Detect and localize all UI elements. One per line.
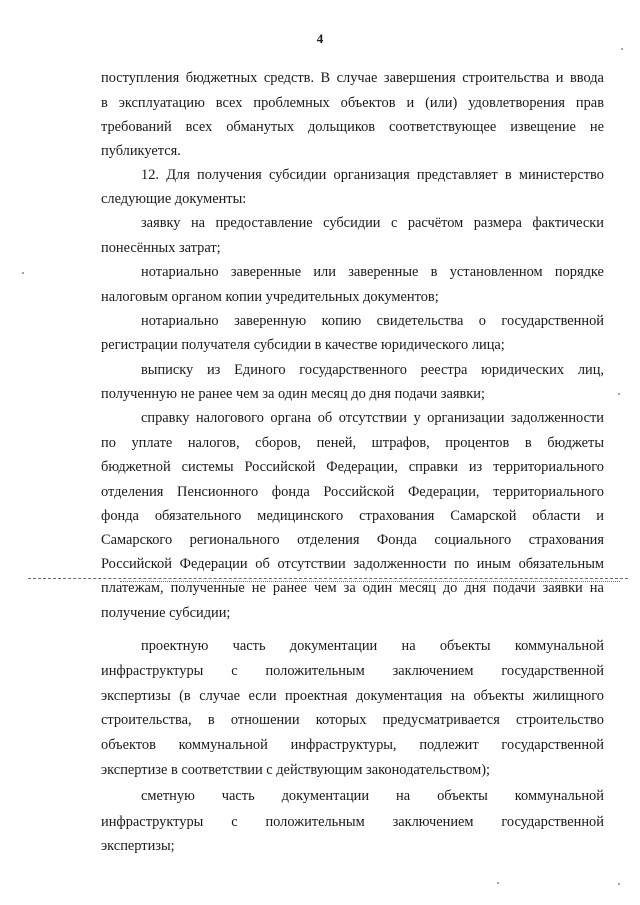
text-line: бюджетной системы Российской Федерации, справки из территориального: [101, 459, 604, 475]
text-line: следующие документы:: [101, 191, 247, 207]
scan-speck: [618, 883, 620, 885]
text-line: получение субсидии;: [101, 605, 231, 621]
text-line: строительства, в отношении которых предусматривается строительство: [101, 712, 604, 728]
text-line: требований всех обманутых дольщиков соответствующее извещение не: [101, 119, 604, 135]
text-line: поступления бюджетных средств. В случае завершения строительства и ввода: [101, 70, 604, 86]
text-line: фонда обязательного медицинского страхования Самарской области и: [101, 508, 604, 524]
text-line: нотариально заверенную копию свидетельства о государственной: [141, 313, 604, 329]
text-line: публикуется.: [101, 143, 181, 159]
text-line: нотариально заверенные или заверенные в установленном порядке: [141, 264, 604, 280]
text-line: инфраструктуры с положительным заключением государственной: [101, 663, 604, 679]
scan-speck: [618, 393, 620, 395]
scan-speck: [22, 272, 24, 274]
text-line: в эксплуатацию всех проблемных объектов и (или) удовлетворения прав: [101, 95, 604, 111]
text-line: 12. Для получения субсидии организация представляет в министерство: [141, 167, 604, 183]
page-number: 4: [316, 31, 324, 46]
text-line: Российской Федерации об отсутствии задолженности по иным обязательным: [101, 556, 604, 572]
scan-speck: [497, 882, 499, 884]
scan-artifact-line: [120, 581, 620, 582]
text-line: заявку на предоставление субсидии с расчётом размера фактически: [141, 215, 604, 231]
text-line: полученную не ранее чем за один месяц до дня подачи заявки;: [101, 386, 485, 402]
text-line: Самарского регионального отделения Фонда социального страхования: [101, 532, 604, 548]
text-line: платежам, полученные не ранее чем за один месяц до дня подачи заявки на: [101, 580, 604, 596]
text-line: регистрации получателя субсидии в качестве юридического лица;: [101, 337, 505, 353]
text-line: экспертизы (в случае если проектная документация на объекты жилищного: [101, 688, 604, 704]
text-line: экспертизы;: [101, 838, 175, 854]
text-line: понесённых затрат;: [101, 240, 221, 256]
text-line: по уплате налогов, сборов, пеней, штрафов, процентов в бюджеты: [101, 435, 604, 451]
scan-artifact-line: [28, 578, 628, 579]
text-line: объектов коммунальной инфраструктуры, подлежит государственной: [101, 737, 604, 753]
text-line: выписку из Единого государственного реестра юридических лиц,: [141, 362, 604, 378]
text-line: проектную часть документации на объекты коммунальной: [141, 638, 604, 654]
text-line: налоговым органом копии учредительных документов;: [101, 289, 439, 305]
text-line: справку налогового органа об отсутствии у организации задолженности: [141, 410, 604, 426]
text-line: экспертизе в соответствии с действующим законодательством);: [101, 762, 491, 778]
scan-speck: [621, 48, 623, 50]
text-line: инфраструктуры с положительным заключением государственной: [101, 814, 604, 830]
text-line: отделения Пенсионного фонда Российской Федерации, территориального: [101, 484, 604, 500]
text-line: сметную часть документации на объекты коммунальной: [141, 788, 604, 804]
